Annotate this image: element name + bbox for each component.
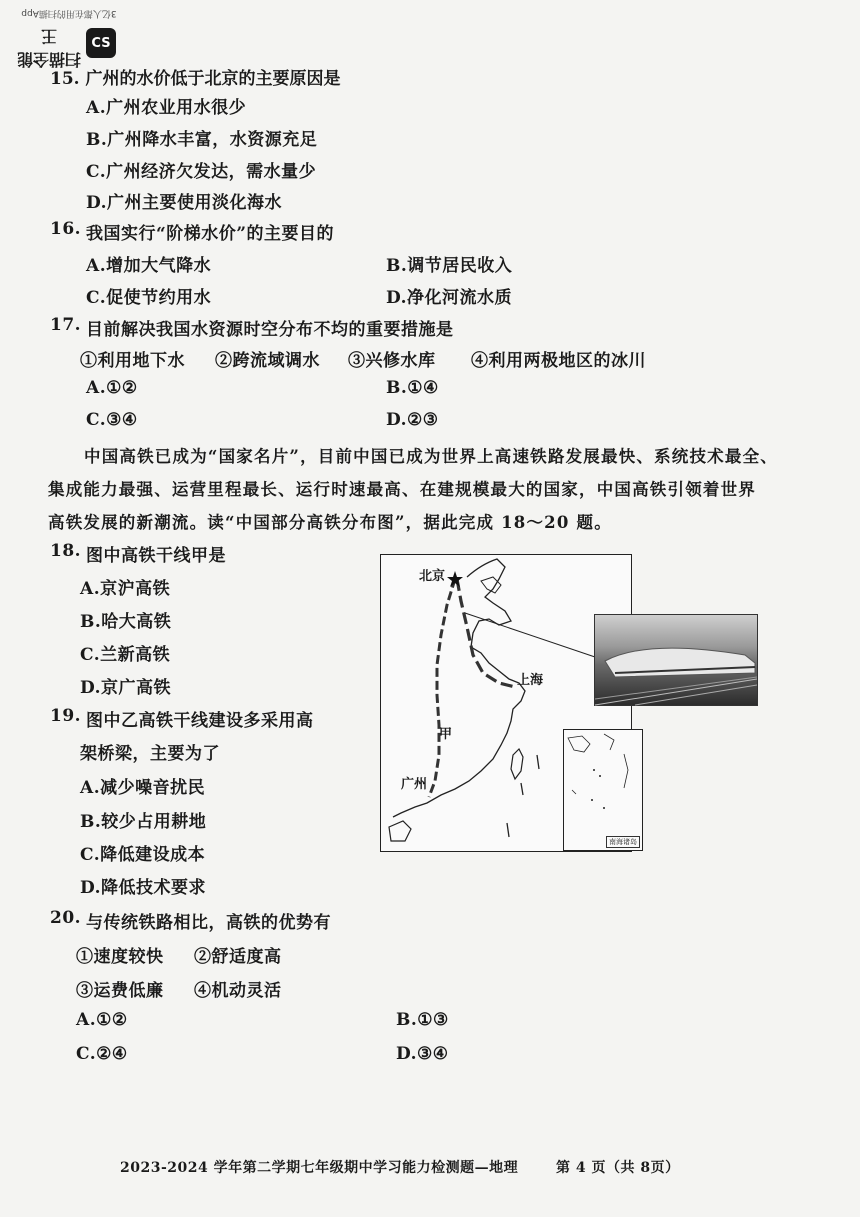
q16-option-c: C.促使节约用水 <box>86 288 212 308</box>
q16-option-a: A.增加大气降水 <box>86 256 212 276</box>
q20-item-4: ④机动灵活 <box>194 981 282 1001</box>
q17-option-d: D.②③ <box>386 410 439 430</box>
q20-option-b: B.①③ <box>396 1010 449 1030</box>
jia-line-label: 甲 <box>439 727 453 742</box>
footer-page-number: 第 4 页（共 8页） <box>556 1160 680 1176</box>
q17-item-3: ③兴修水库 <box>348 351 436 371</box>
q15-option-c: C.广州经济欠发达，需水量少 <box>86 162 317 182</box>
south-china-sea-inset <box>563 729 643 851</box>
shanghai-label: 上海 <box>517 673 544 688</box>
q20-option-c: C.②④ <box>76 1044 128 1064</box>
footer-exam-title: 2023-2024 学年第二学期七年级期中学习能力检测题—地理 <box>120 1160 519 1176</box>
q18-option-a: A.京沪高铁 <box>80 579 171 599</box>
q17-item-1: ①利用地下水 <box>80 351 185 371</box>
q17-option-a: A.①② <box>86 378 138 398</box>
q17-option-c: C.③④ <box>86 410 138 430</box>
q17-stem: 目前解决我国水资源时空分布不均的重要措施是 <box>86 320 454 340</box>
guangzhou-label: 广州 <box>401 777 428 792</box>
q18-option-d: D.京广高铁 <box>80 678 172 698</box>
q20-option-a: A.①② <box>76 1010 128 1030</box>
q19-stem-line-2: 架桥梁，主要为了 <box>80 744 220 764</box>
passage-line-3: 高铁发展的新潮流。读“中国部分高铁分布图”，据此完成 18～20 题。 <box>48 513 612 532</box>
q18-stem: 图中高铁干线甲是 <box>86 546 226 566</box>
q20-stem: 与传统铁路相比，高铁的优势有 <box>86 913 331 933</box>
passage-line-2: 集成能力最强、运营里程最长、运行时速最高、在建规模最大的国家，中国高铁引领着世界 <box>48 480 756 499</box>
beijing-label: 北京 <box>419 569 446 584</box>
q18-option-c: C.兰新高铁 <box>80 645 171 665</box>
inset-label: 南海诸岛 <box>606 836 640 848</box>
q19-option-c: C.降低建设成本 <box>80 845 206 865</box>
q17-option-b: B.①④ <box>386 378 439 398</box>
q17-number: 17. <box>50 315 82 335</box>
q16-option-b: B.调节居民收入 <box>386 256 513 276</box>
q16-number: 16. <box>50 219 82 239</box>
q20-item-2: ②舒适度高 <box>194 947 282 967</box>
q19-option-b: B.较少占用耕地 <box>80 812 207 832</box>
q15-option-a: A.广州农业用水很少 <box>86 98 247 118</box>
q15-option-b: B.广州降水丰富，水资源充足 <box>86 130 318 150</box>
q17-item-4: ④利用两极地区的冰川 <box>471 351 646 371</box>
question-15-stem: 15. 广州的水价低于北京的主要原因是 <box>50 69 341 89</box>
q19-option-d: D.降低技术要求 <box>80 878 207 898</box>
q20-option-d: D.③④ <box>396 1044 449 1064</box>
q16-stem: 我国实行“阶梯水价”的主要目的 <box>86 224 335 244</box>
q20-item-3: ③运费低廉 <box>76 981 164 1001</box>
watermark-title: 扫描全能王 <box>17 27 82 69</box>
q19-option-a: A.减少噪音扰民 <box>80 778 206 798</box>
watermark-subtitle: 3亿人都在用的扫描App <box>21 8 117 18</box>
q15-option-d: D.广州主要使用淡化海水 <box>86 193 283 213</box>
train-photo <box>594 614 758 706</box>
q20-item-1: ①速度较快 <box>76 947 164 967</box>
camscanner-logo-icon: CS <box>86 28 116 58</box>
q17-item-2: ②跨流域调水 <box>215 351 320 371</box>
q19-stem-line-1: 图中乙高铁干线建设多采用高 <box>86 711 314 731</box>
q18-option-b: B.哈大高铁 <box>80 612 172 632</box>
q20-number: 20. <box>50 908 82 928</box>
q16-option-d: D.净化河流水质 <box>386 288 513 308</box>
passage-line-1: 中国高铁已成为“国家名片”，目前中国已成为世界上高速铁路发展最快、系统技术最全、 <box>84 447 778 466</box>
q18-number: 18. <box>50 541 82 561</box>
q19-number: 19. <box>50 706 82 726</box>
